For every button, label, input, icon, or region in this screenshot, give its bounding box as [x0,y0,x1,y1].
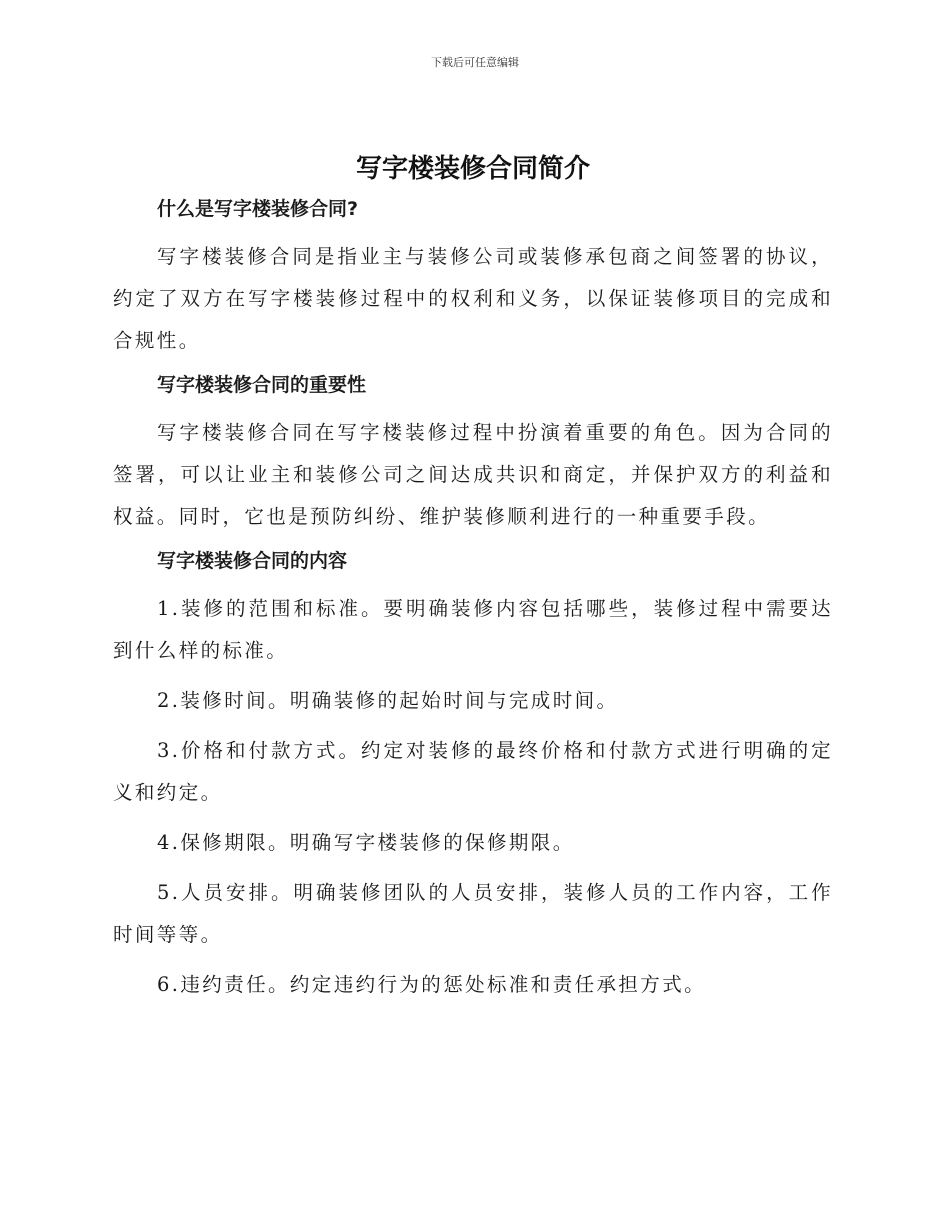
document-body [113,150,833,1014]
section-importance [113,370,833,538]
paragraph: 写字楼装修合同在写字楼装修过程中扮演着重要的角色。因为合同的签署，可以让业主和装修公司之间达成共识和商定，并保护双方的利益和权益。同时，它也是预防纠纷、维护装修顺利进行的一种重要手段。 [113,421,833,528]
list-item: 2.装修时间。明确装修的起始时间与完成时间。 [157,689,619,712]
section-heading: 什么是写字楼装修合同? [157,198,359,220]
list-item: 5.人员安排。明确装修团队的人员安排，装修人员的工作内容，工作时间等等。 [113,881,833,946]
document-title: 写字楼装修合同简介 [355,154,590,184]
list-item: 1.装修的范围和标准。要明确装修内容包括哪些，装修过程中需要达到什么样的标准。 [113,597,833,662]
header-note: 下载后可任意编辑 [431,56,519,69]
paragraph: 写字楼装修合同是指业主与装修公司或装修承包商之间签署的协议，约定了双方在写字楼装修过程中的权利和义务，以保证装修项目的完成和合规性。 [113,245,833,352]
list-item: 6.违约责任。约定违约行为的惩处标准和责任承担方式。 [157,973,707,996]
list-item: 4.保修期限。明确写字楼装修的保修期限。 [157,831,575,854]
section-heading: 写字楼装修合同的内容 [157,550,348,572]
section-contents [113,546,833,1006]
section-what-is [113,194,833,362]
list-item: 3.价格和付款方式。约定对装修的最终价格和付款方式进行明确的定义和约定。 [113,739,833,804]
section-heading: 写字楼装修合同的重要性 [157,374,367,396]
